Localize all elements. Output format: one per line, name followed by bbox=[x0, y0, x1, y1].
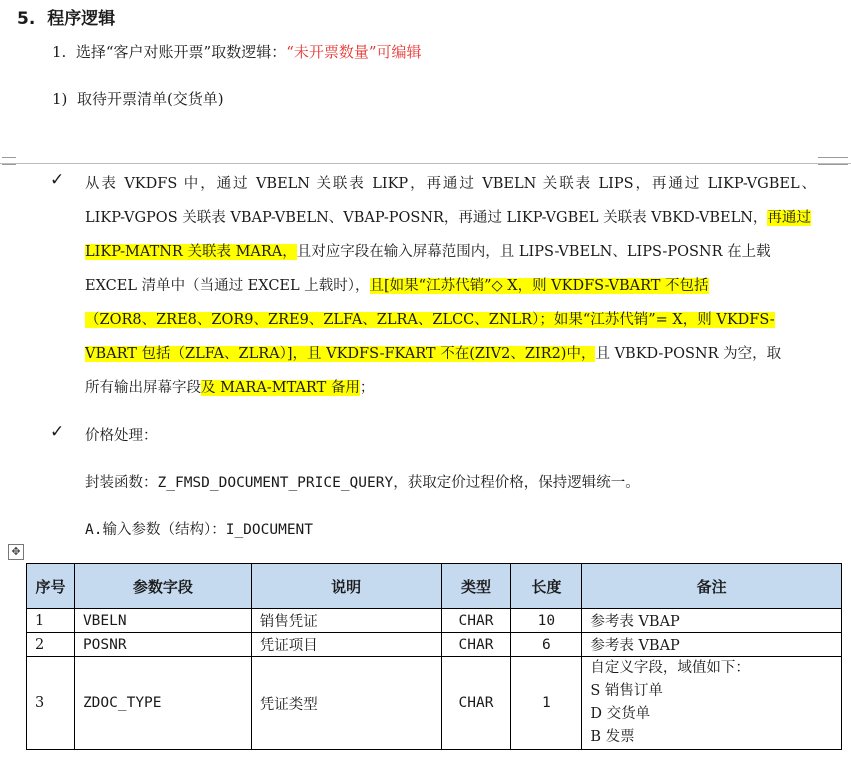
list-item-1-red-text: “未开票数量”可编辑 bbox=[286, 43, 422, 61]
col-header-field: 参数字段 bbox=[74, 564, 251, 609]
list-item-2-prefix: 1) bbox=[52, 90, 68, 108]
bullet1-line-1: 从表 VKDFS 中，通过 VBELN 关联表 LIKP，再通过 VBELN 关联表 LIPS，再通过 LIKP-VGBEL、 bbox=[85, 176, 816, 192]
col-header-seq: 序号 bbox=[27, 564, 75, 609]
list-item-1-text: 选择“客户对账开票”取数逻辑： bbox=[75, 43, 287, 61]
bullet2-title: 价格处理： bbox=[85, 428, 158, 444]
section-heading bbox=[17, 4, 115, 29]
col-header-desc: 说明 bbox=[251, 564, 441, 609]
table-move-handle-icon[interactable]: ✥ bbox=[8, 544, 24, 560]
bullet1-line-6: VBART 包括（ZLFA、ZLRA）]，且 VKDFS-FKART 不在(ZIV2、ZIR2)中，且 VBKD-POSNR 为空，取 bbox=[85, 346, 782, 362]
function-line: 封装函数：Z_FMSD_DOCUMENT_PRICE_QUERY，获取定价过程价格，保持逻辑统一。 bbox=[85, 475, 640, 491]
list-item-2-text: 取待开票清单(交货单) bbox=[76, 90, 224, 108]
col-header-remark: 备注 bbox=[582, 564, 842, 609]
param-line: A.输入参数（结构）：I_DOCUMENT bbox=[85, 522, 314, 538]
list-item-1-prefix: 1. bbox=[52, 43, 67, 61]
table-header-row bbox=[27, 564, 842, 609]
remark-cell: 自定义字段，域值如下： S 销售订单 D 交货单 B 发票 bbox=[582, 657, 842, 750]
bullet1-line-5 bbox=[85, 308, 775, 329]
section-number: 5. bbox=[17, 9, 36, 29]
highlight: 再通过 bbox=[767, 210, 811, 226]
highlight: 且[如果“江苏代销”◇ X，则 VKDFS-VBART 不包括 bbox=[369, 278, 709, 294]
table-row: 3 ZDOC_TYPE 凭证类型 CHAR 1 自定义字段，域值如下： S 销售订单 D 交货单 B 发票 bbox=[27, 657, 842, 750]
bullet1-line-3: LIKP-MATNR 关联表 MARA，且对应字段在输入屏幕范围内，且 LIPS-VBELN、LIPS-POSNR 在上载 bbox=[85, 244, 771, 260]
highlight: 及 MARA-MTART 备用 bbox=[201, 380, 360, 396]
col-header-type: 类型 bbox=[441, 564, 511, 609]
checkmark-icon: ✓ bbox=[50, 170, 65, 190]
param-table bbox=[26, 563, 842, 750]
page-divider bbox=[0, 163, 851, 164]
section-title: 程序逻辑 bbox=[47, 9, 116, 29]
highlight: （ZOR8、ZRE8、ZOR9、ZRE9、ZLFA、ZLRA、ZLCC、ZNLR）；如果“江苏代销”= X，则 VKDFS- bbox=[85, 312, 775, 328]
highlight: LIKP-MATNR 关联表 MARA， bbox=[85, 244, 297, 260]
highlight: VBART 包括（ZLFA、ZLRA）]，且 VKDFS-FKART 不在(ZIV2、ZIR2)中， bbox=[85, 346, 596, 362]
col-header-length: 长度 bbox=[511, 564, 582, 609]
list-item-1 bbox=[52, 41, 422, 62]
bullet1-line-2: LIKP-VGPOS 关联表 VBAP-VBELN、VBAP-POSNR，再通过 LIKP-VGBEL 关联表 VBKD-VBELN，再通过 bbox=[85, 210, 811, 226]
bullet1-line-4: EXCEL 清单中（当通过 EXCEL 上载时），且[如果“江苏代销”◇ X，则 VKDFS-VBART 不包括 bbox=[85, 278, 709, 294]
margin-marker-right bbox=[818, 157, 848, 165]
table-row: 2 POSNR 凭证项目 CHAR 6 参考表 VBAP bbox=[27, 633, 842, 657]
bullet1-line-7: 所有输出屏幕字段及 MARA-MTART 备用； bbox=[85, 380, 375, 396]
checkmark-icon: ✓ bbox=[50, 422, 65, 442]
table-row: 1 VBELN 销售凭证 CHAR 10 参考表 VBAP bbox=[27, 609, 842, 633]
margin-marker-left bbox=[2, 157, 16, 165]
list-item-2 bbox=[52, 88, 224, 109]
